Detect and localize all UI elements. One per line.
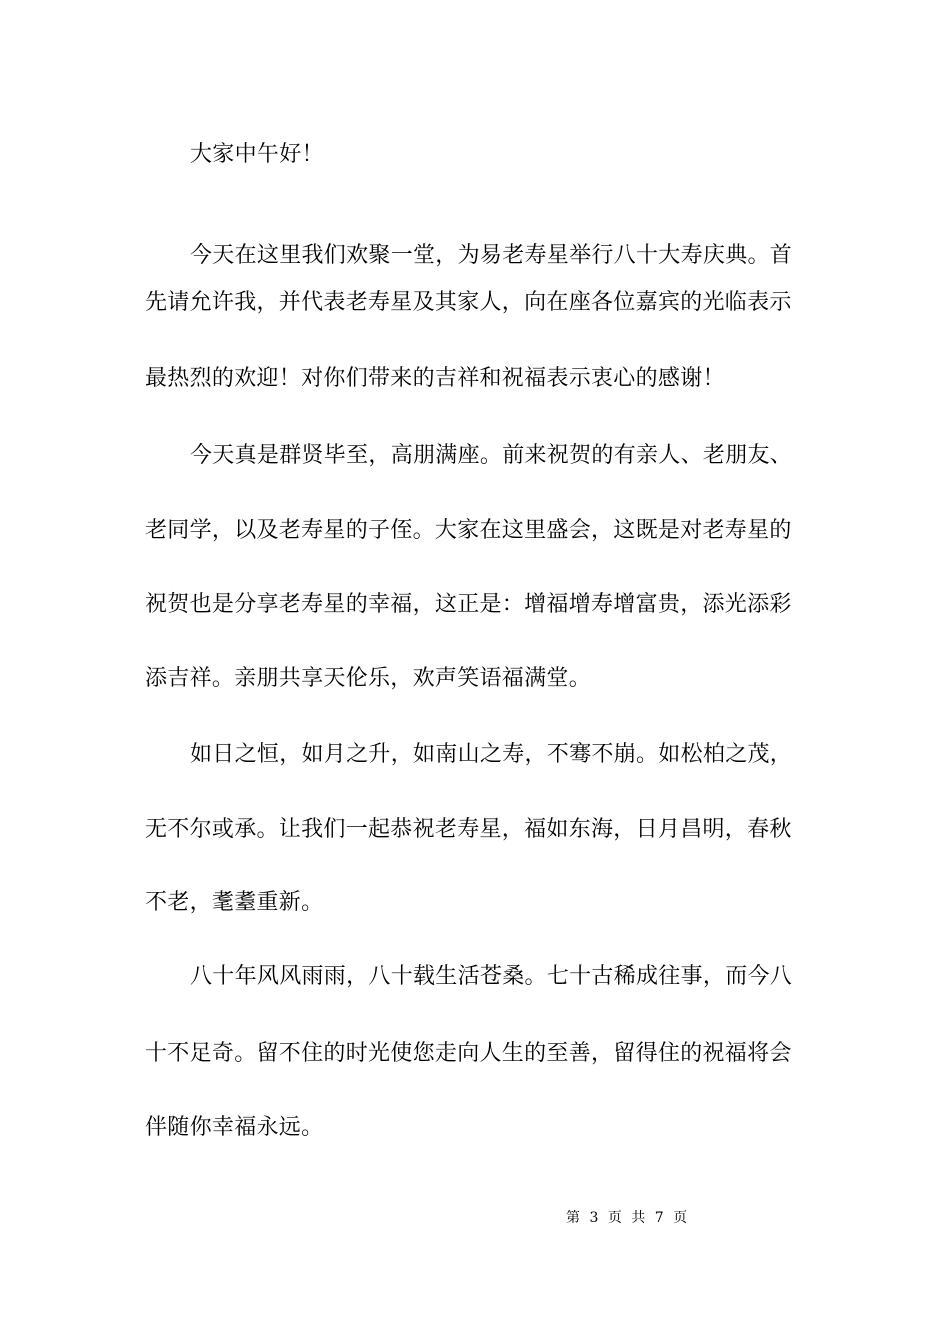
footer-suffix: 页 [673,1210,688,1226]
footer-mid1: 页 [607,1210,622,1226]
paragraph-3-line-3: 不老，耄耋重新。 [145,890,324,915]
footer-prefix: 第 [566,1210,580,1226]
paragraph-2-line-4: 添吉祥。亲朋共享天伦乐，欢声笑语福满堂。 [145,666,592,691]
paragraph-1-line-3: 最热烈的欢迎！对你们带来的吉祥和祝福表示衷心的感谢！ [145,366,725,391]
page-number-footer [566,1208,692,1228]
greeting-line: 大家中午好！ [190,142,324,167]
paragraph-4-line-2: 十不足奇。留不住的时光使您走向人生的至善，留得住的祝福将会 [145,1041,792,1066]
paragraph-2-line-2: 老同学，以及老寿星的子侄。大家在这里盛会，这既是对老寿星的 [145,518,792,543]
paragraph-1-line-2: 先请允许我，并代表老寿星及其家人，向在座各位嘉宾的光临表示 [145,290,792,315]
footer-total-pages: 7 [654,1210,664,1226]
paragraph-4-line-3: 伴随你幸福永远。 [145,1115,324,1140]
paragraph-3-line-1: 如日之恒，如月之升，如南山之寿，不骞不崩。如松柏之茂， [190,742,793,767]
paragraph-4-line-1: 八十年风风雨雨，八十载生活苍桑。七十古稀成往事，而今八 [190,964,793,989]
paragraph-2-line-1: 今天真是群贤毕至，高朋满座。前来祝贺的有亲人、老朋友、 [190,443,793,468]
paragraph-2-line-3: 祝贺也是分享老寿星的幸福，这正是：增福增寿增富贵，添光添彩 [145,592,792,617]
paragraph-3-line-2: 无不尔或承。让我们一起恭祝老寿星，福如东海，日月昌明，春秋 [145,817,792,842]
footer-mid2: 共 [631,1210,646,1226]
footer-current-page: 3 [589,1210,599,1226]
paragraph-1-line-1: 今天在这里我们欢聚一堂，为易老寿星举行八十大寿庆典。首 [190,243,793,268]
